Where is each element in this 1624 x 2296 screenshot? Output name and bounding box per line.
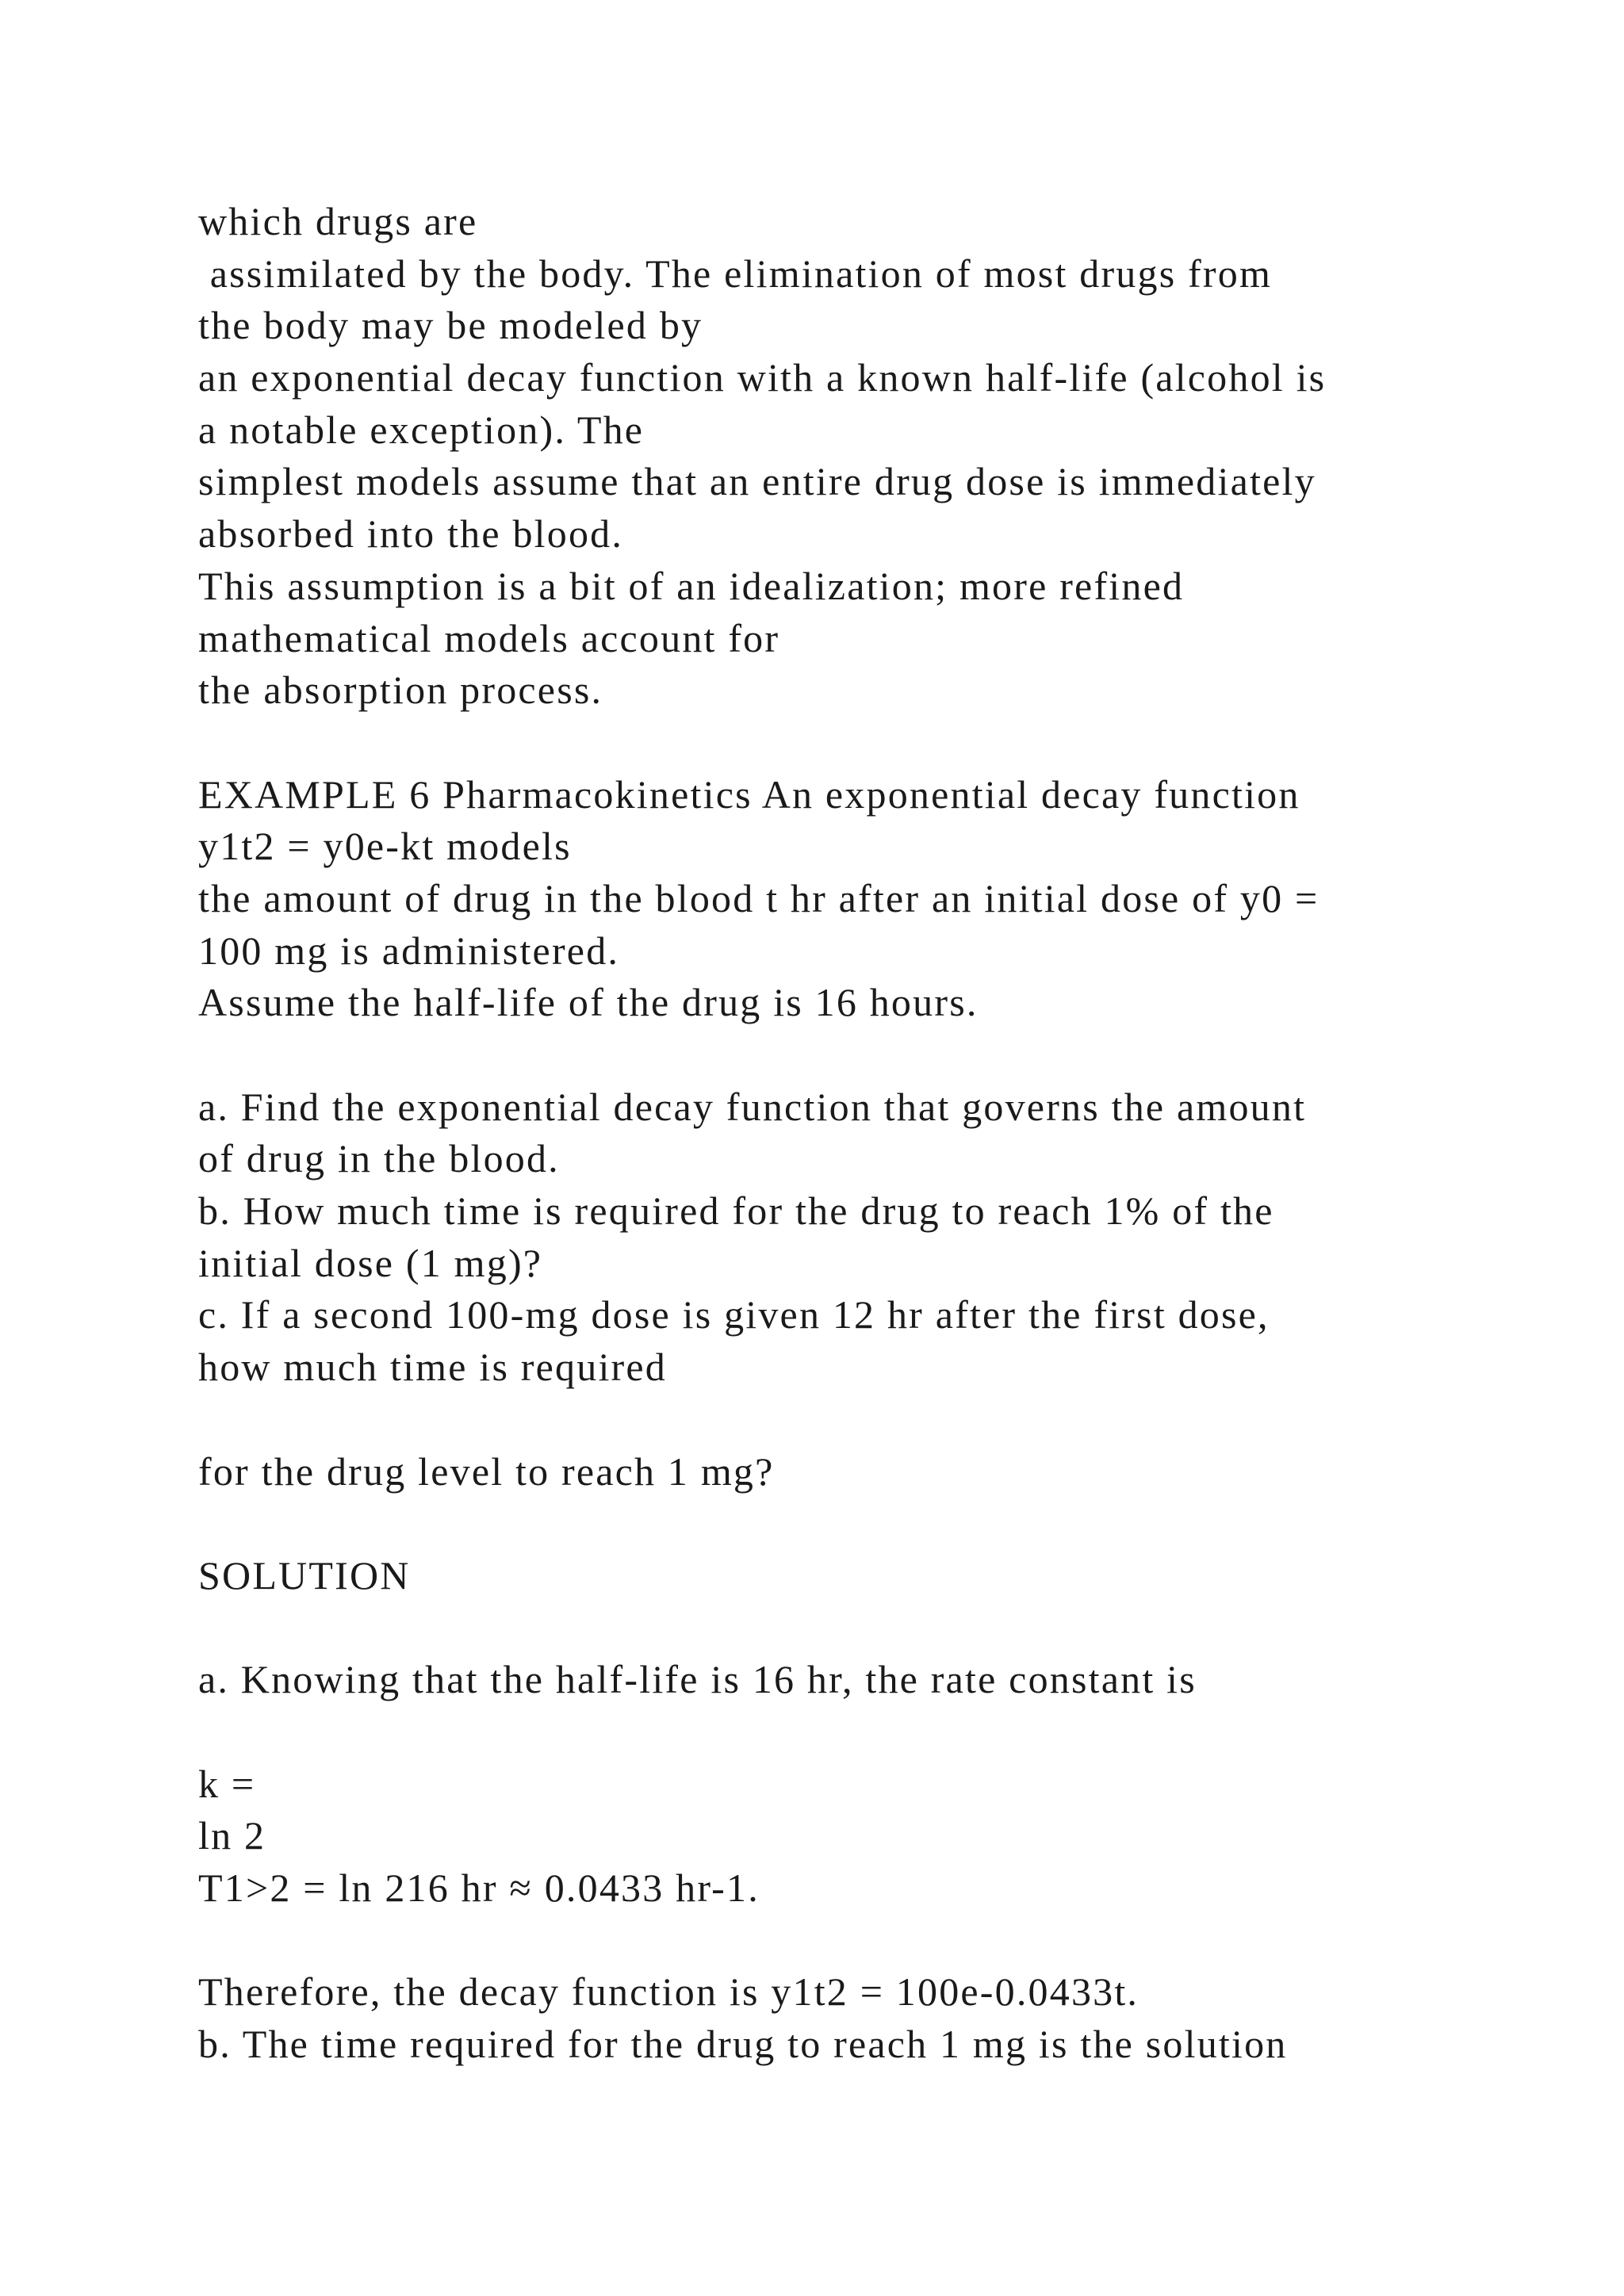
solution-a: a. Knowing that the half-life is 16 hr, the rate constant is bbox=[198, 1657, 1197, 1702]
equation-line: T1>2 = ln 216 hr ≈ 0.0433 hr-1. bbox=[198, 1866, 760, 1910]
text-line: absorbed into the blood. bbox=[198, 511, 624, 557]
text-line: a notable exception). The bbox=[198, 407, 645, 452]
question-a: a. Find the exponential decay function that governs the amount bbox=[198, 1084, 1307, 1129]
text-line: the amount of drug in the blood t hr after an initial dose of y0 = bbox=[198, 875, 1320, 920]
blank-line bbox=[198, 1394, 1546, 1446]
text-line: 100 mg is administered. bbox=[198, 928, 620, 973]
text-line: which drugs are bbox=[198, 199, 478, 243]
blank-line bbox=[198, 1706, 1546, 1758]
text-line: Assume the half-life of the drug is 16 hours. bbox=[198, 980, 979, 1025]
text-line: an exponential decay function with a known half-life (alcohol is bbox=[198, 355, 1327, 400]
example-heading: EXAMPLE 6 Pharmacokinetics An exponential decay function bbox=[198, 771, 1300, 817]
solution-heading: SOLUTION bbox=[198, 1552, 411, 1598]
solution-b: b. The time required for the drug to reach 1 mg is the solution bbox=[198, 2022, 1288, 2067]
text-line: how much time is required bbox=[198, 1345, 667, 1390]
question-c: c. If a second 100-mg dose is given 12 hr after the first dose, bbox=[198, 1292, 1270, 1337]
text-line: of drug in the blood. bbox=[198, 1136, 560, 1181]
blank-line bbox=[198, 1915, 1546, 1967]
text-line: Therefore, the decay function is y1t2 = 100e-0.0433t. bbox=[198, 1969, 1139, 2015]
text-line: the absorption process. bbox=[198, 668, 603, 713]
blank-line bbox=[198, 1029, 1546, 1081]
text-line: for the drug level to reach 1 mg? bbox=[198, 1448, 775, 1494]
text-line: assimilated by the body. The elimination of most drugs from bbox=[198, 251, 1273, 296]
text-line: initial dose (1 mg)? bbox=[198, 1240, 543, 1285]
text-line: This assumption is a bit of an idealization; more refined bbox=[198, 563, 1185, 608]
blank-line bbox=[198, 1498, 1546, 1550]
text-line: y1t2 = y0e-kt models bbox=[198, 824, 572, 869]
text-line: the body may be modeled by bbox=[198, 303, 703, 348]
equation-line: k = bbox=[198, 1761, 256, 1806]
blank-line bbox=[198, 1602, 1546, 1655]
question-b: b. How much time is required for the drug to reach 1% of the bbox=[198, 1188, 1274, 1234]
blank-line bbox=[198, 717, 1546, 769]
document-body-text bbox=[198, 196, 1546, 2071]
text-line: mathematical models account for bbox=[198, 615, 780, 660]
equation-line: ln 2 bbox=[198, 1813, 266, 1858]
text-line: simplest models assume that an entire drug dose is immediately bbox=[198, 459, 1316, 504]
